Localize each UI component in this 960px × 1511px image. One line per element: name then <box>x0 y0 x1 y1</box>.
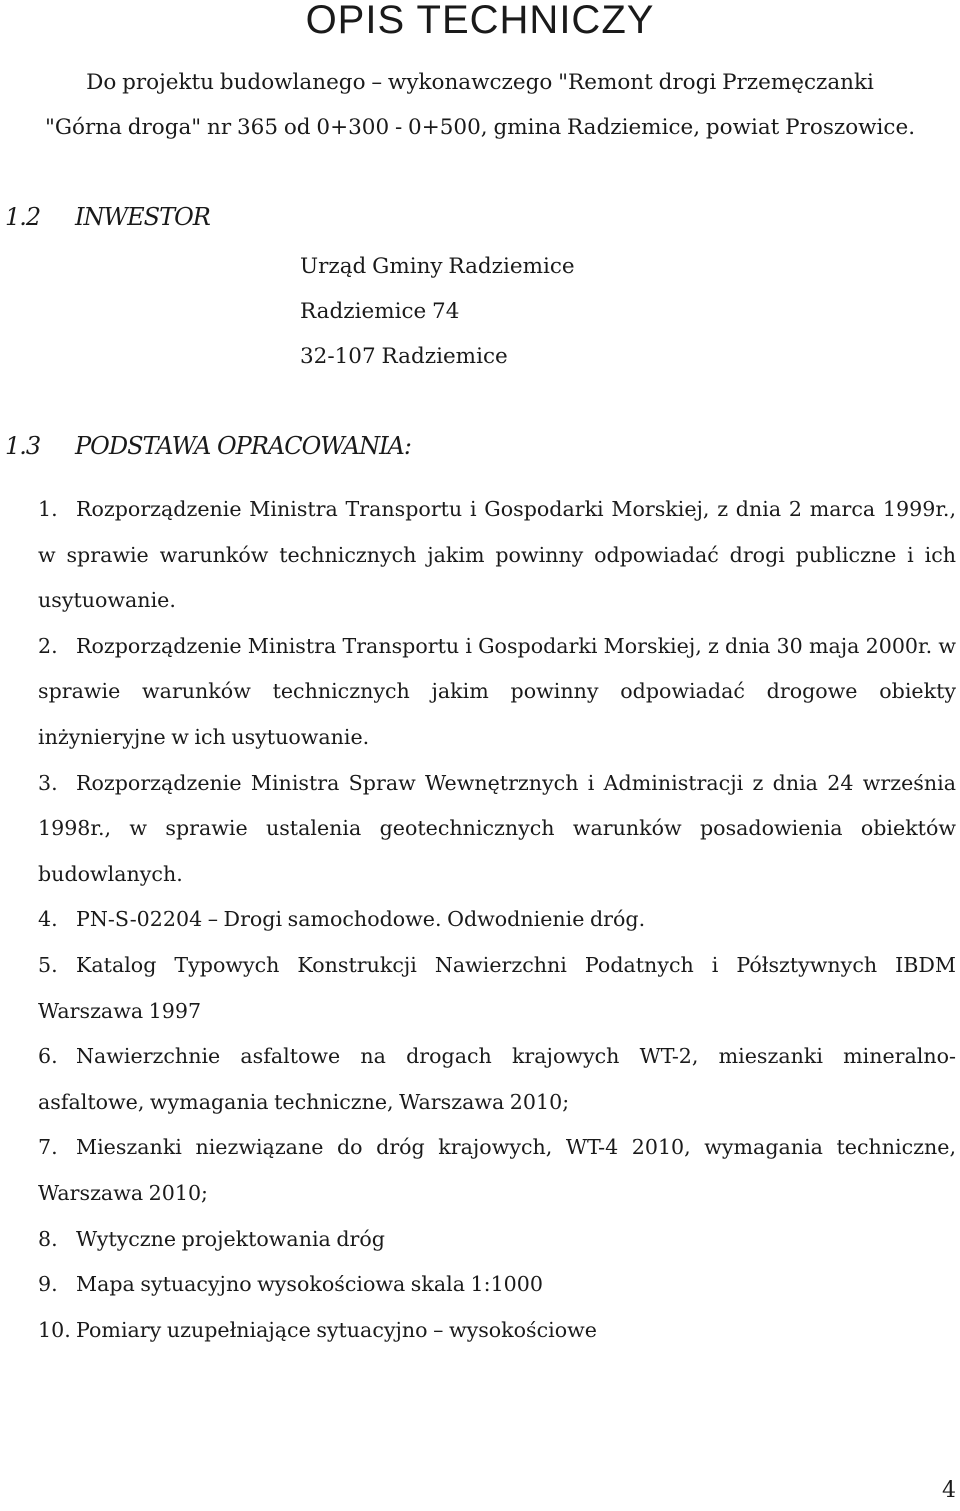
list-item <box>38 761 956 898</box>
list-item <box>38 943 956 1034</box>
item-text: PN-S-02204 – Drogi samochodowe. Odwodnienie dróg. <box>76 907 646 932</box>
item-text: Nawierzchnie asfaltowe na drogach krajowych WT-2, mieszanki mineralno-asfaltowe, wymagania techniczne, Warszawa 2010; <box>38 1044 956 1114</box>
item-number: 3. <box>38 770 58 795</box>
list-item <box>38 897 956 943</box>
section-number: 1.2 <box>5 203 41 231</box>
item-text: Rozporządzenie Ministra Spraw Wewnętrznych i Administracji z dnia 24 września 1998r., w sprawie ustalenia geotechnicznych warunków posadowienia obiektów budowlanych. <box>38 770 956 886</box>
section-title: INWESTOR <box>75 203 210 231</box>
address-line: 32-107 Radziemice <box>300 344 508 369</box>
item-text: Wytyczne projektowania dróg <box>76 1226 385 1251</box>
item-number: 6. <box>38 1044 58 1069</box>
section-heading-investor <box>5 197 210 237</box>
item-text: Rozporządzenie Ministra Transportu i Gospodarki Morskiej, z dnia 30 maja 2000r. w sprawie warunków technicznych jakim powinny odpowiadać drogowe obiekty inżynieryjne w ich usytuowanie. <box>38 633 956 749</box>
intro-line-1: Do projektu budowlanego – wykonawczego "Remont drogi Przemęczanki <box>86 70 874 95</box>
item-text: Pomiary uzupełniające sytuacyjno – wysokościowe <box>76 1317 597 1342</box>
intro-line-2: "Górna droga" nr 365 od 0+300 - 0+500, gmina Radziemice, powiat Proszowice. <box>44 115 916 140</box>
item-number: 5. <box>38 952 58 977</box>
item-text: Rozporządzenie Ministra Transportu i Gospodarki Morskiej, z dnia 2 marca 1999r., w sprawie warunków technicznych jakim powinny odpowiadać drogi publiczne i ich usytuowanie. <box>38 497 956 613</box>
item-number: 9. <box>38 1272 58 1297</box>
address-line: Urząd Gminy Radziemice <box>300 254 575 279</box>
list-item <box>38 1034 956 1125</box>
list-item <box>38 1308 956 1354</box>
item-text: Katalog Typowych Konstrukcji Nawierzchni Podatnych i Półsztywnych IBDM Warszawa 1997 <box>38 952 956 1023</box>
list-item <box>38 1262 956 1308</box>
item-number: 1. <box>38 497 58 521</box>
section-number: 1.3 <box>5 432 41 460</box>
item-text: Mapa sytuacyjno wysokościowa skala 1:1000 <box>76 1272 543 1297</box>
reference-list <box>38 487 956 1353</box>
item-number: 7. <box>38 1135 58 1160</box>
list-item <box>38 1125 956 1216</box>
list-item <box>38 487 956 624</box>
list-item <box>38 1217 956 1263</box>
item-text: Mieszanki niezwiązane do dróg krajowych, WT-4 2010, wymagania techniczne, Warszawa 2010; <box>38 1135 956 1205</box>
page-number: 4 <box>942 1478 956 1503</box>
list-item <box>38 624 956 761</box>
investor-address <box>300 244 575 379</box>
item-number: 2. <box>38 633 58 658</box>
section-title: PODSTAWA OPRACOWANIA: <box>75 432 411 460</box>
item-number: 4. <box>38 907 58 932</box>
item-number: 10. <box>38 1317 71 1342</box>
address-line: Radziemice 74 <box>300 299 460 324</box>
document-title: OPIS TECHNICZY <box>305 0 655 42</box>
intro-paragraph <box>0 60 960 150</box>
section-heading-basis <box>5 426 411 466</box>
item-number: 8. <box>38 1226 58 1251</box>
